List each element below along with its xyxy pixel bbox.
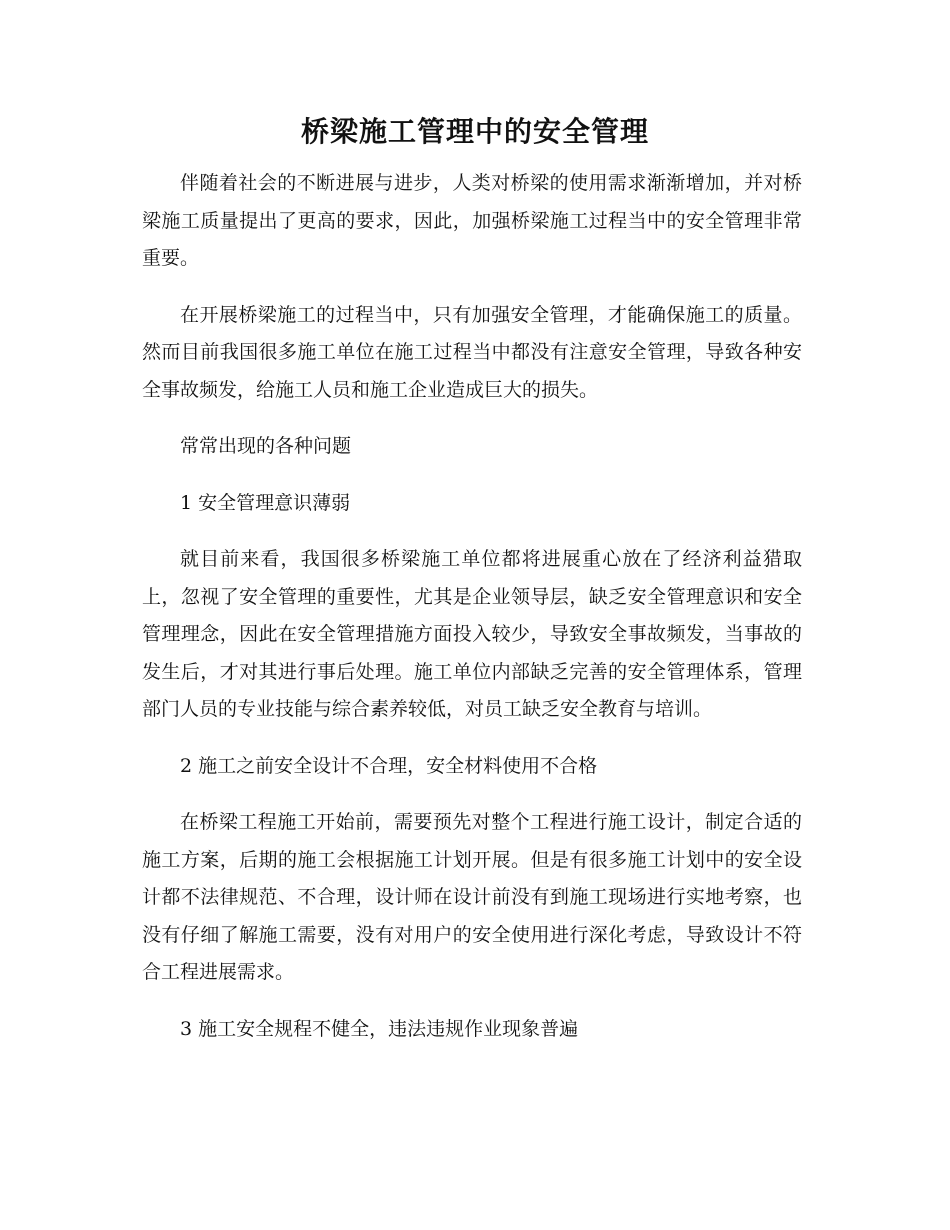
paragraph-section-1: 就目前来看，我国很多桥梁施工单位都将进展重心放在了经济利益猎取上，忽视了安全管理的重要性，尤其是企业领导层，缺乏安全管理意识和安全管理理念，因此在安全管理措施方面投入较少，导致安全事故频发，当事故的发生后，才对其进行事后处理。施工单位内部缺乏完善的安全管理体系，管理部门人员的专业技能与综合素养较低，对员工缺乏安全教育与培训。 [142, 548, 802, 720]
section-heading-3: 3 施工安全规程不健全，违法违规作业现象普遍 [180, 1017, 579, 1040]
document-title: 桥梁施工管理中的安全管理 [300, 115, 649, 148]
paragraph-intro: 伴随着社会的不断进展与进步，人类对桥梁的使用需求渐渐增加，并对桥梁施工质量提出了更高的要求，因此，加强桥梁施工过程当中的安全管理非常重要。 [142, 172, 802, 269]
section-heading-1: 1 安全管理意识薄弱 [180, 491, 351, 514]
section-heading-2: 2 施工之前安全设计不合理，安全材料使用不合格 [180, 754, 598, 777]
paragraph-section-2: 在桥梁工程施工开始前，需要预先对整个工程进行施工设计，制定合适的施工方案，后期的施工会根据施工计划开展。但是有很多施工计划中的安全设计都不法律规范、不合理，设计师在设计前没有到施工现场进行实地考察，也没有仔细了解施工需要，没有对用户的安全使用进行深化考虑，导致设计不符合工程进展需求。 [142, 811, 802, 983]
document-body [142, 165, 802, 1067]
paragraph-safety-importance: 在开展桥梁施工的过程当中，只有加强安全管理，才能确保施工的质量。然而目前我国很多施工单位在施工过程当中都没有注意安全管理，导致各种安全事故频发，给施工人员和施工企业造成巨大的损失。 [142, 303, 802, 401]
section-heading-common-problems: 常常出现的各种问题 [180, 435, 352, 457]
